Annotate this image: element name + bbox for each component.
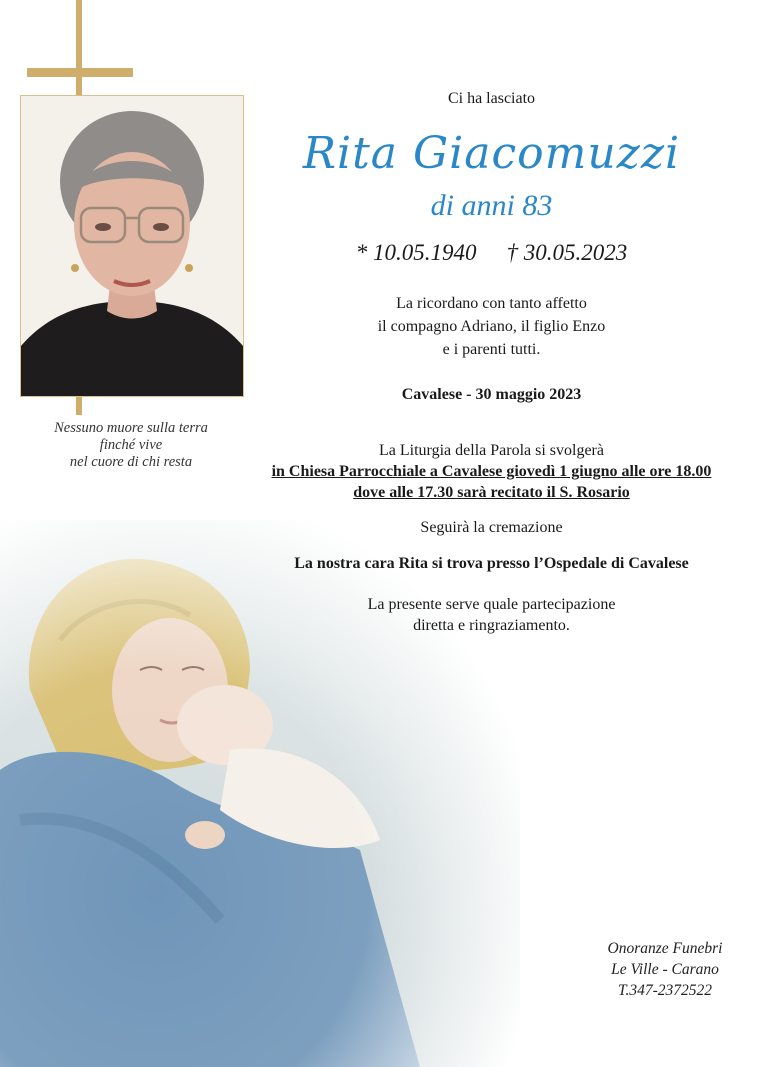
place-date: Cavalese - 30 maggio 2023 [401,386,582,403]
verse-line: finché vive [99,437,163,453]
liturgy-line: La Liturgia della Parola si svolgerà [379,442,604,459]
birth-date: * 10.05.1940 [355,240,477,265]
deceased-name: Rita Giacomuzzi [302,128,681,179]
cross-horizontal [27,68,133,77]
mourners-line: La ricordano con tanto affetto [396,295,587,312]
mourners-text [225,292,758,361]
verse-line: nel cuore di chi resta [69,454,193,470]
deceased-age: di anni 83 [430,189,553,222]
liturgy-info [225,440,758,503]
participation-line: diretta e ringraziamento. [413,617,570,634]
liturgy-rosary: dove alle 17.30 sarà recitato il S. Rosario [353,484,630,501]
liturgy-church-time: in Chiesa Parrocchiale a Cavalese giovedì 1 giugno alle ore 18.00 [271,463,712,480]
portrait-photo [20,95,244,397]
verse-line: Nessuno muore sulla terra [54,420,208,436]
location-note: La nostra cara Rita si trova presso l’Ospedale di Cavalese [294,555,689,572]
agency-phone: T.347-2372522 [617,982,712,999]
agency-name: Onoranze Funebri [607,940,723,957]
participation-line: La presente serve quale partecipazione [367,596,616,613]
intro-text: Ci ha lasciato [447,90,536,107]
life-dates [225,238,758,268]
memorial-verse [20,420,242,471]
agency-location: Le Ville - Carano [611,961,719,978]
participation-note [225,594,758,636]
mourners-line: il compagno Adriano, il figlio Enzo [377,318,606,335]
death-date: † 30.05.2023 [506,240,628,265]
mourners-line: e i parenti tutti. [442,341,541,358]
funeral-agency [580,938,750,1001]
cremation-note: Seguirà la cremazione [420,519,563,536]
